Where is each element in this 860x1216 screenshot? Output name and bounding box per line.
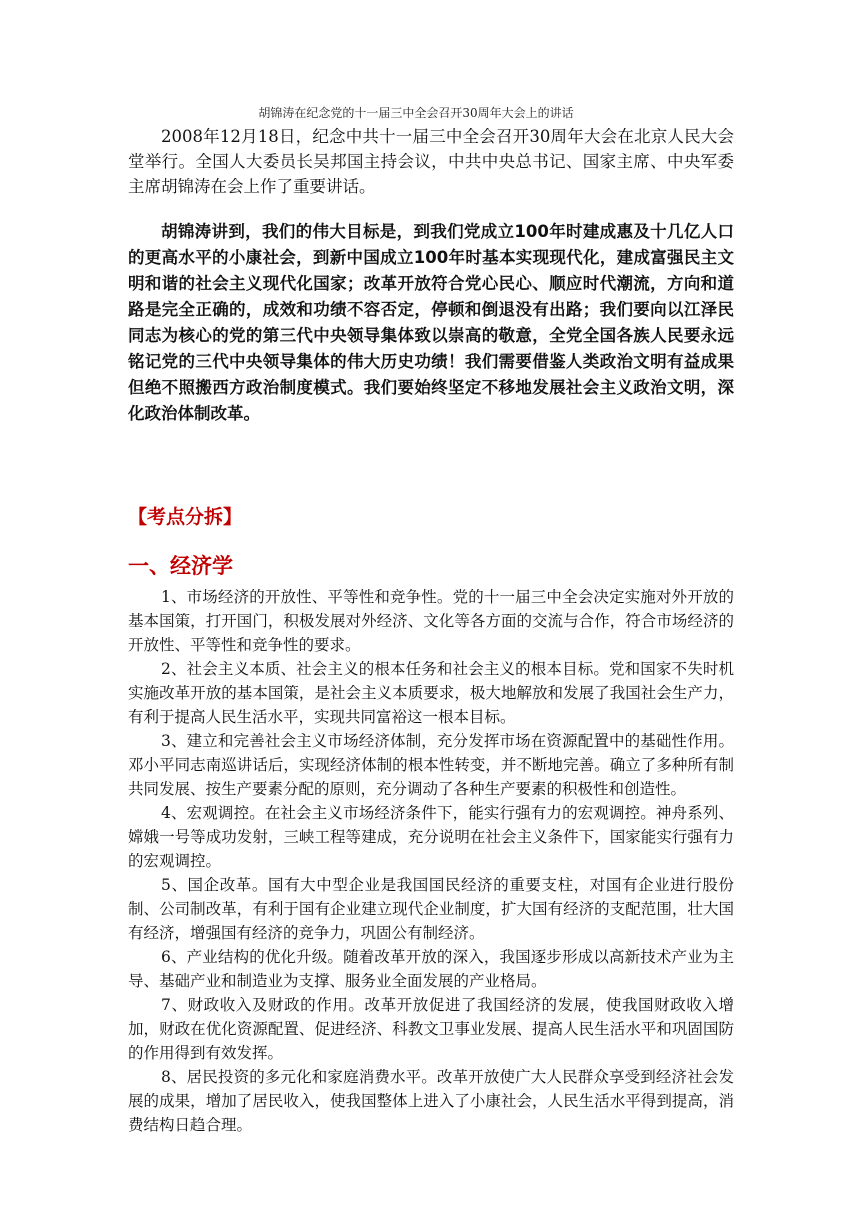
subsection-heading: 一、经济学	[128, 554, 233, 578]
section-heading: 【考点分拆】	[128, 506, 243, 528]
intro-paragraph: 2008年12月18日，纪念中共十一届三中全会召开30周年大会在北京人民大会堂举行。全国人大委员长吴邦国主持会议，中共中央总书记、国家主席、中央军委主席胡锦涛在会上作了重要讲话。	[128, 127, 734, 196]
summary-paragraph: 胡锦涛讲到，我们的伟大目标是，到我们党成立100年时建成惠及十几亿人口的更高水平的小康社会，到新中国成立100年时基本实现现代化，建成富强民主文明和谐的社会主义现代化国家；改革开放符合党心民心、顺应时代潮流，方向和道路是完全正确的，成效和功绩不容否定，停顿和倒退没有出路；我们要向以江泽民同志为核心的党的第三代中央领导集体致以崇高的敬意，全党全国各族人民要永远铭记党的三代中央领导集体的伟大历史功绩！我们需要借鉴人类政治文明有益成果但绝不照搬西方政治制度模式。我们要始终坚定不移地发展社会主义政治文明，深化政治体制改革。	[128, 222, 734, 423]
list-item: 4、宏观调控。在社会主义市场经济条件下，能实行强有力的宏观调控。神舟系列、嫦娥一号等成功发射，三峡工程等建成，充分说明在社会主义条件下，国家能实行强有力的宏观调控。	[128, 804, 734, 870]
list-item: 7、财政收入及财政的作用。改革开放促进了我国经济的发展，使我国财政收入增加，财政在优化资源配置、促进经济、科教文卫事业发展、提高人民生活水平和巩固国防的作用得到有效发挥。	[128, 996, 734, 1062]
list-item: 3、建立和完善社会主义市场经济体制，充分发挥市场在资源配置中的基础性作用。邓小平同志南巡讲话后，实现经济体制的根本性转变，并不断地完善。确立了多种所有制共同发展、按生产要素分配的原则，充分调动了各种生产要素的积极性和创造性。	[128, 732, 734, 798]
list-item: 1、市场经济的开放性、平等性和竞争性。党的十一届三中全会决定实施对外开放的基本国策，打开国门，积极发展对外经济、文化等各方面的交流与合作，符合市场经济的开放性、平等性和竞争性的要求。	[128, 588, 734, 654]
list-item: 6、产业结构的优化升级。随着改革开放的深入，我国逐步形成以高新技术产业为主导、基础产业和制造业为支撑、服务业全面发展的产业格局。	[128, 948, 734, 990]
list-item: 8、居民投资的多元化和家庭消费水平。改革开放使广大人民群众享受到经济社会发展的成果，增加了居民收入，使我国整体上进入了小康社会，人民生活水平得到提高，消费结构日趋合理。	[128, 1068, 734, 1134]
document-body	[128, 104, 734, 1137]
list-item: 5、国企改革。国有大中型企业是我国国民经济的重要支柱，对国有企业进行股份制、公司制改革，有利于国有企业建立现代企业制度，扩大国有经济的支配范围，壮大国有经济，增强国有经济的竞争力，巩固公有制经济。	[128, 876, 734, 942]
list-item: 2、社会主义本质、社会主义的根本任务和社会主义的根本目标。党和国家不失时机实施改革开放的基本国策，是社会主义本质要求，极大地解放和发展了我国社会生产力，有利于提高人民生活水平，实现共同富裕这一根本目标。	[128, 660, 734, 726]
document-caption: 胡锦涛在纪念党的十一届三中全会召开30周年大会上的讲话	[258, 106, 574, 120]
